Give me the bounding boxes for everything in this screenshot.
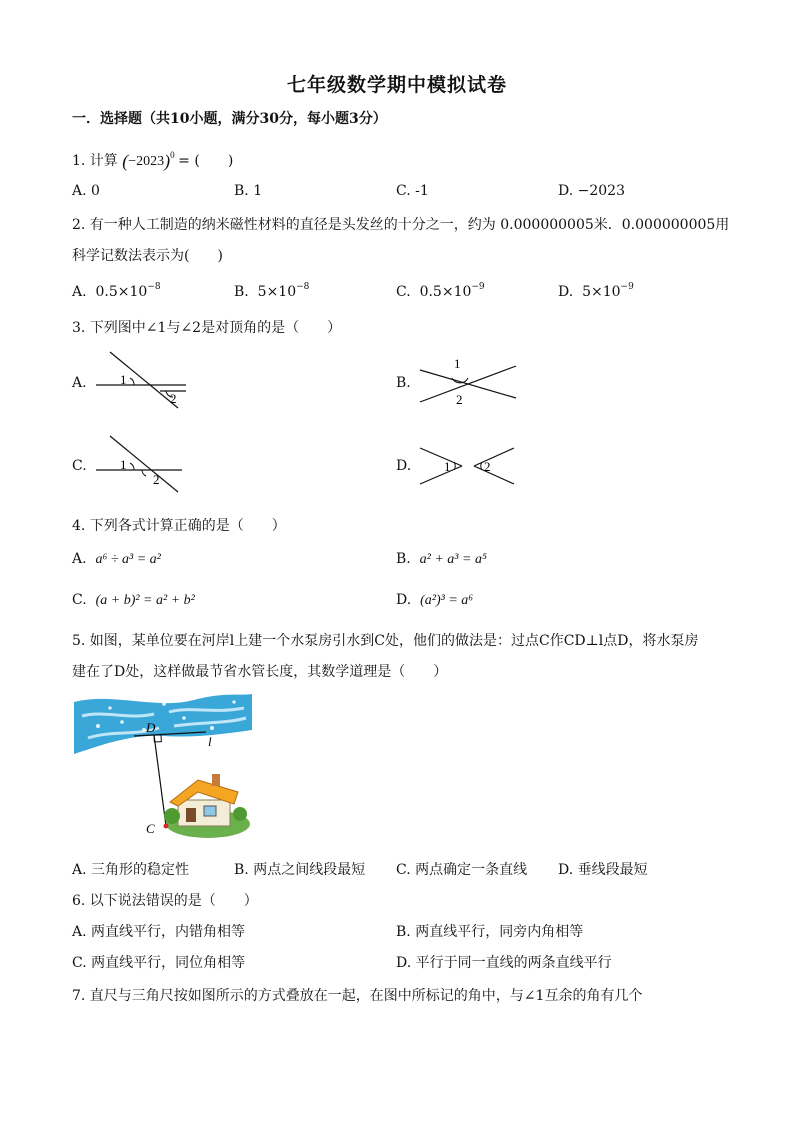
q3b-angle-1: 1 (454, 356, 461, 371)
q3-stem: 3. 下列图中∠1与∠2是对顶角的是（ ） (72, 320, 342, 336)
q6-option-a[interactable]: A. 两直线平行，内错角相等 (72, 924, 246, 940)
q3c-angle-1: 1 (120, 457, 127, 472)
q2-option-b[interactable]: B. $5\times 10^{-8}$ (234, 282, 310, 300)
q1-option-a[interactable]: A. 0 (72, 183, 100, 199)
house-icon (164, 774, 251, 838)
q5-line-1: 5. 如图，某单位要在河岸l上建一个水泵房引水到C处，他们的做法是：过点C作CD⊥l点D，将水泵房 (72, 633, 699, 649)
q1-option-b[interactable]: B. 1 (234, 183, 263, 199)
q3-figure-b[interactable] (412, 356, 522, 412)
q5-option-b[interactable]: B. 两点之间线段最短 (234, 862, 366, 878)
q2-option-c[interactable]: C. $0.5\times 10^{-9}$ (396, 282, 485, 300)
q5-option-a[interactable]: A. 三角形的稳定性 (72, 862, 190, 878)
q3-figure-c[interactable] (90, 432, 200, 502)
q5-label-c: C (146, 821, 155, 836)
q2-line-2: 科学记数法表示为( ) (72, 248, 223, 264)
q3d-angle-2: 2 (484, 459, 491, 474)
q2-option-a[interactable]: A. $0.5\times 10^{-8}$ (72, 282, 161, 300)
q3b-angle-2: 2 (456, 392, 463, 407)
q1-stem-suffix: = ( ) (178, 153, 234, 169)
q3-option-a-label[interactable]: A. (72, 375, 87, 391)
q1-stem-prefix: 1. 计算 (72, 153, 118, 169)
q3-figure-d[interactable] (416, 444, 520, 492)
q7-stem: 7. 直尺与三角尺按如图所示的方式叠放在一起，在图中所标记的角中，与∠1互余的角有几个 (72, 988, 643, 1004)
q3d-angle-1: 1 (444, 459, 451, 474)
q6-option-d[interactable]: D. 平行于同一直线的两条直线平行 (396, 955, 612, 971)
q6-option-c[interactable]: C. 两直线平行，同位角相等 (72, 955, 246, 971)
q5-river-house-figure (74, 688, 254, 852)
q4-stem: 4. 下列各式计算正确的是（ ） (72, 518, 286, 534)
q3a-angle-1: 1 (120, 372, 127, 387)
q5-label-d: D (146, 720, 156, 735)
q4-option-c[interactable]: C. (a + b)² = a² + b² (72, 592, 195, 608)
q5-option-c[interactable]: C. 两点确定一条直线 (396, 862, 528, 878)
section-heading: 一．选择题（共10小题，满分30分，每小题3分） (72, 111, 387, 127)
q5-option-d[interactable]: D. 垂线段最短 (558, 862, 648, 878)
q3a-angle-2: 2 (170, 391, 177, 406)
q3-figure-a[interactable] (90, 348, 200, 418)
q5-label-l: l (208, 734, 212, 749)
q4-option-a[interactable]: A. a⁶ ÷ a³ = a² (72, 551, 161, 567)
q4-option-b[interactable]: B. a² + a³ = a⁵ (396, 551, 487, 567)
q1-option-d[interactable]: D. −2023 (558, 183, 625, 199)
q5-line-2: 建在了D处，这样做最节省水管长度，其数学道理是（ ） (72, 664, 448, 680)
q6-stem: 6. 以下说法错误的是（ ） (72, 893, 258, 909)
question-1 (72, 150, 233, 172)
q2-line-1: 2. 有一种人工制造的纳米磁性材料的直径是头发丝的十分之一，约为 0.000000005米．0.000000005用 (72, 217, 730, 233)
q1-option-c[interactable]: C. -1 (396, 183, 429, 199)
q3-option-d-label[interactable]: D. (396, 458, 412, 474)
q4-option-d[interactable]: D. (a²)³ = a⁶ (396, 592, 474, 608)
q3-option-b-label[interactable]: B. (396, 375, 411, 391)
q3c-angle-2: 2 (153, 472, 160, 487)
q2-option-d[interactable]: D. $5\times 10^{-9}$ (558, 282, 634, 300)
q6-option-b[interactable]: B. 两直线平行，同旁内角相等 (396, 924, 584, 940)
q1-expression: $(-2023)^0$ (122, 150, 175, 171)
q3-option-c-label[interactable]: C. (72, 458, 87, 474)
page-title: 七年级数学期中模拟试卷 (286, 74, 507, 96)
